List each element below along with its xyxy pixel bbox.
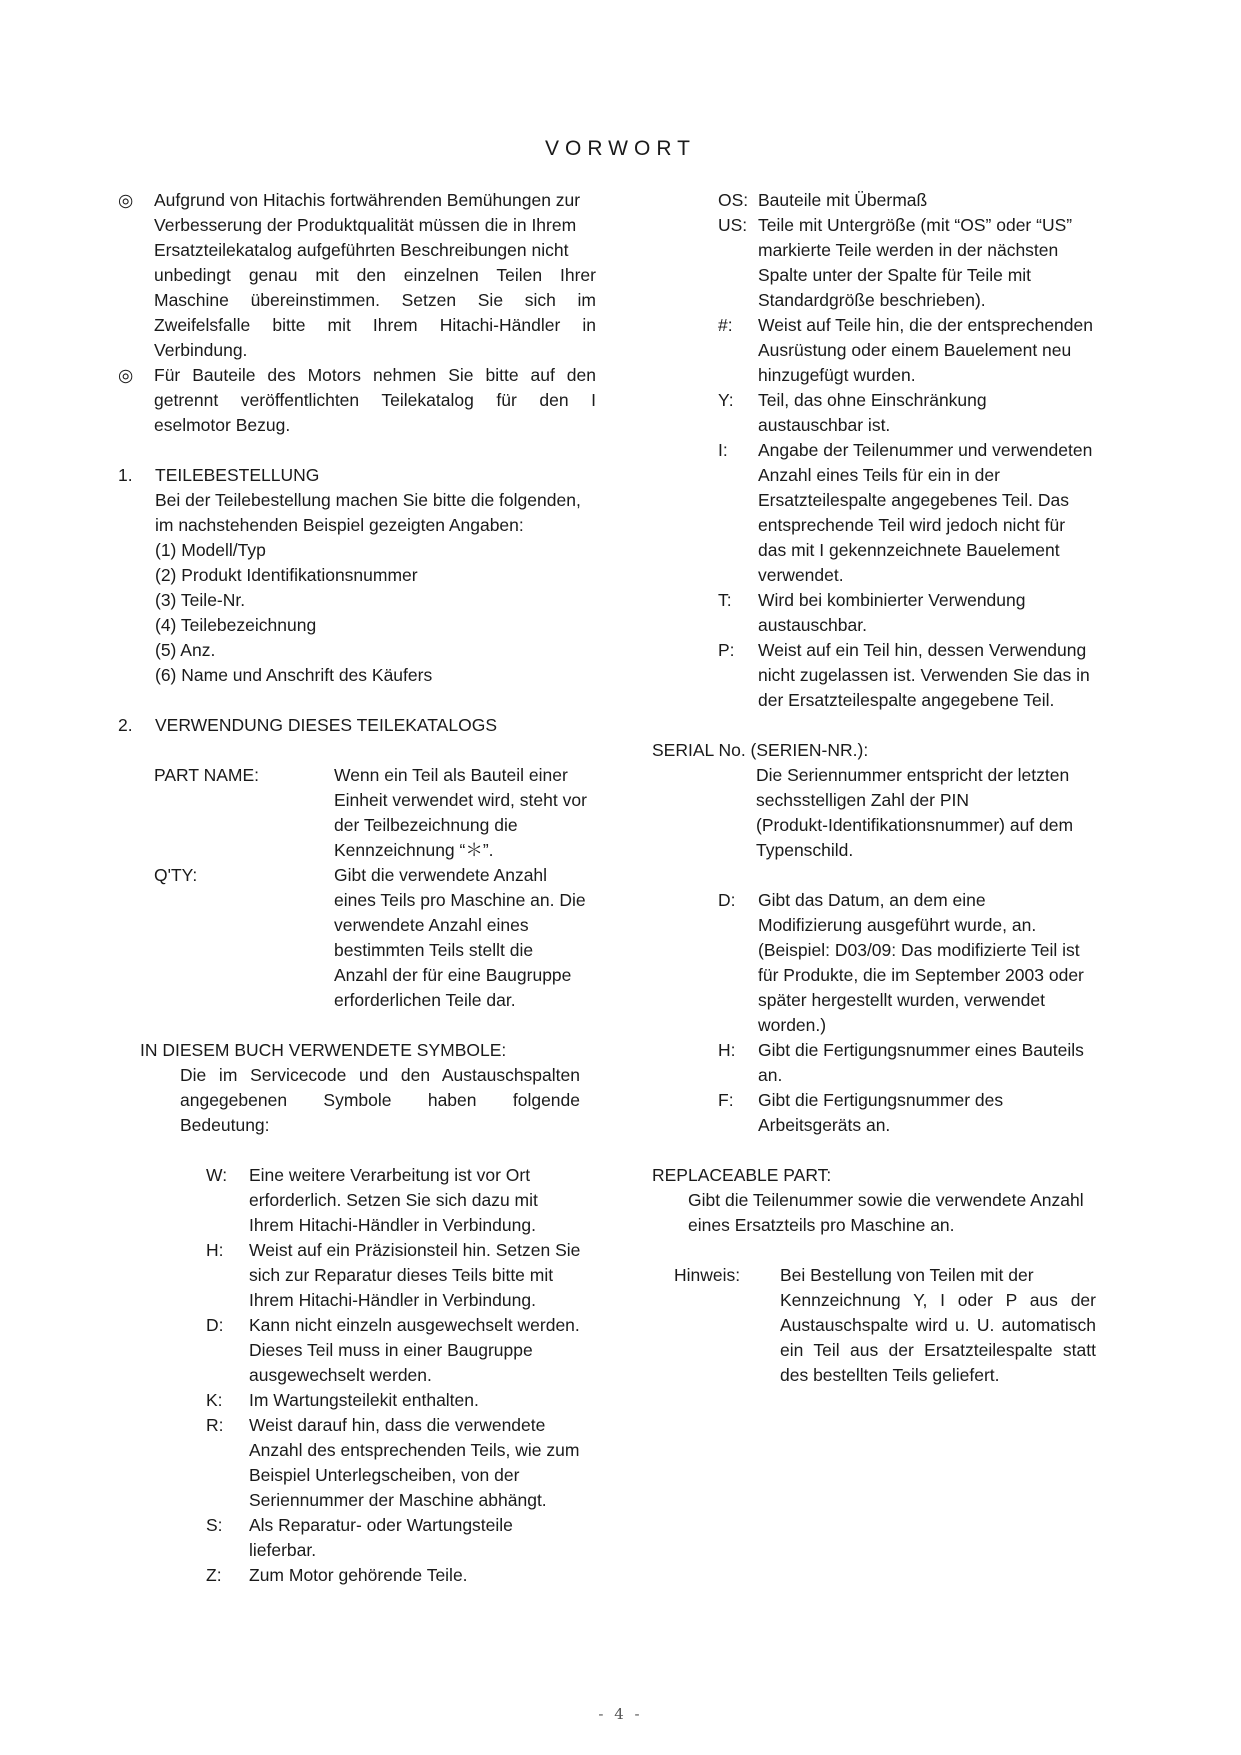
symbol-key: H: (718, 1040, 736, 1060)
left-column (118, 188, 598, 1588)
symbol-item: OS: Bauteile mit Übermaß (718, 188, 1122, 213)
page-title: VORWORT (545, 137, 696, 160)
symbol-key: OS: (718, 190, 749, 210)
section-verwendung (118, 713, 598, 738)
definition-text: Gibt die verwendete Anzahl eines Teils pro Maschine an. Die verwendete Anzahl eines bestimmten Teils stellt die Anzahl der für eine Baugruppe erforderlichen Teile dar. (334, 865, 586, 1010)
symbol-item: R: Weist darauf hin, dass die verwendete Anzahl des entsprechenden Teils, wie zum Beispiel Unterlegscheiben, von der Seriennummer der Maschine abhängt. (206, 1415, 580, 1510)
section-number: 2. (118, 715, 133, 735)
note (674, 1263, 1122, 1388)
symbol-item: H: Gibt die Fertigungsnummer eines Bauteils an. (718, 1040, 1084, 1085)
symbols-intro: Die im Servicecode und den Austauschspalten angegebenen Symbole haben folgende Bedeutung: (180, 1065, 580, 1135)
symbol-key: R: (206, 1415, 224, 1435)
symbol-key: P: (718, 640, 735, 660)
section-heading: VERWENDUNG DIESES TEILEKATALOGS (155, 715, 497, 735)
definition-label: Q'TY: (154, 865, 198, 885)
symbol-item: S: Als Reparatur- oder Wartungsteile lieferbar. (206, 1515, 513, 1560)
symbol-key: D: (206, 1315, 224, 1335)
intro-item (118, 188, 598, 363)
symbol-key: I: (718, 440, 728, 460)
symbols-heading: IN DIESEM BUCH VERWENDETE SYMBOLE: (140, 1040, 507, 1060)
symbol-key: H: (206, 1240, 224, 1260)
section-heading: TEILEBESTELLUNG (155, 465, 320, 485)
symbol-item: F: Gibt die Fertigungsnummer des Arbeitsgeräts an. (718, 1090, 1004, 1135)
right-column (652, 188, 1122, 1388)
symbol-item: T: Wird bei kombinierter Verwendung austauschbar. (718, 590, 1026, 635)
definition-text: Wenn ein Teil als Bauteil einer Einheit verwendet wird, steht vor der Teilbezeichnung die Kennzeichnung “＊”. (334, 765, 587, 860)
note-text: Bei Bestellung von Teilen mit der Kennzeichnung Y, I oder P aus der Austauschspalte wird u. U. automatisch ein Teil aus der Ersatzteilespalte statt des bestellten Teils geliefert. (780, 1265, 1096, 1385)
section-number: 1. (118, 465, 133, 485)
list-item: (1) Modell/Typ (155, 540, 266, 560)
symbol-key: D: (718, 890, 736, 910)
list-item: (5) Anz. (155, 640, 216, 660)
symbol-key: #: (718, 315, 733, 335)
symbol-item: US: Teile mit Untergröße (mit “OS” oder “US” markierte Teile werden in der nächsten Spalte unter der Spalte für Teile mit Standardgröße beschrieben). (718, 215, 1073, 310)
list-item: (2) Produkt Identifikationsnummer (155, 565, 418, 585)
symbol-item: P: Weist auf ein Teil hin, dessen Verwendung nicht zugelassen ist. Verwenden Sie das in der Ersatzteilespalte angegebene Teil. (718, 640, 1090, 710)
replaceable-text: Gibt die Teilenummer sowie die verwendete Anzahl eines Ersatzteils pro Maschine an. (688, 1190, 1084, 1235)
bullet-icon: ◎ (118, 190, 134, 210)
symbol-key: F: (718, 1090, 734, 1110)
symbol-item: D: Gibt das Datum, an dem eine Modifizierung ausgeführt wurde, an. (Beispiel: D03/09: Das modifizierte Teil ist für Produkte, die im September 2003 oder später hergestellt wurden, verwendet worden.) (718, 890, 1084, 1035)
section-teilebestellung (118, 463, 598, 688)
symbol-key: W: (206, 1165, 228, 1185)
definition-label: PART NAME: (154, 765, 260, 785)
symbol-key: S: (206, 1515, 223, 1535)
symbol-key: K: (206, 1390, 223, 1410)
symbol-key: T: (718, 590, 732, 610)
serial-text: Die Seriennummer entspricht der letzten sechsstelligen Zahl der PIN (Produkt-Identifikationsnummer) auf dem Typenschild. (756, 765, 1074, 860)
list-item: (6) Name und Anschrift des Käufers (155, 665, 433, 685)
serial-heading: SERIAL No. (SERIEN-NR.): (652, 740, 869, 760)
serial-symbols-list (718, 888, 1122, 1138)
definition-part-name (154, 763, 598, 863)
section-body: TEILEBESTELLUNG Bei der Teilebestellung machen Sie bitte die folgenden, im nachstehenden Beispiel gezeigten Angaben: (1) Modell/Typ (2) Produkt Identifikationsnummer (3) Teile-Nr. (4) Teilebezeichnung (5) Anz. (6) Name und Anschrift des Käufers (155, 463, 581, 688)
symbols-list (206, 1163, 598, 1588)
list-item: (4) Teilebezeichnung (155, 615, 317, 635)
intro-text: Aufgrund von Hitachis fortwährenden Bemühungen zur Verbesserung der Produktqualität müssen die in Ihrem Ersatzteilekatalog aufgeführten Beschreibungen nicht unbedingt genau mit den einzelnen Teilen Ihrer Maschine übereinstimmen. Setzen Sie sich im Zweifelsfalle bitte mit Ihrem Hitachi-Händler in Verbindung. (154, 190, 596, 360)
symbol-item: Z: Zum Motor gehörende Teile. (206, 1563, 598, 1588)
replaceable-heading: REPLACEABLE PART: (652, 1165, 832, 1185)
symbol-key: Y: (718, 390, 734, 410)
symbol-item: D: Kann nicht einzeln ausgewechselt werden. Dieses Teil muss in einer Baugruppe ausgewechselt werden. (206, 1315, 580, 1385)
intro-item (118, 363, 598, 438)
page-number: - 4 - (598, 1705, 643, 1723)
bullet-icon: ◎ (118, 365, 134, 385)
list-item: (3) Teile-Nr. (155, 590, 246, 610)
definition-qty (154, 863, 598, 1013)
symbol-item: W: Eine weitere Verarbeitung ist vor Ort erforderlich. Setzen Sie sich dazu mit Ihrem Hitachi-Händler in Verbindung. (206, 1165, 538, 1235)
symbol-key: US: (718, 215, 748, 235)
intro-text: Für Bauteile des Motors nehmen Sie bitte auf den getrennt veröffentlichten Teilekatalog für den I eselmotor Bezug. (154, 365, 596, 435)
symbol-item: #: Weist auf Teile hin, die der entsprechenden Ausrüstung oder einem Bauelement neu hinzugefügt wurden. (718, 315, 1093, 385)
note-label: Hinweis: (674, 1265, 741, 1285)
symbol-item: I: Angabe der Teilenummer und verwendeten Anzahl eines Teils für ein in der Ersatzteilespalte angegebenes Teil. Das entsprechende Teil wird jedoch nicht für das mit I gekennzeichnete Bauelement verwendet. (718, 440, 1093, 585)
symbol-item: H: Weist auf ein Präzisionsteil hin. Setzen Sie sich zur Reparatur dieses Teils bitte mit Ihrem Hitachi-Händler in Verbindung. (206, 1240, 581, 1310)
symbol-item: K: Im Wartungsteilekit enthalten. (206, 1388, 598, 1413)
right-symbols-list (718, 188, 1122, 713)
symbol-item: Y: Teil, das ohne Einschränkung austauschbar ist. (718, 390, 987, 435)
symbol-key: Z: (206, 1565, 222, 1585)
